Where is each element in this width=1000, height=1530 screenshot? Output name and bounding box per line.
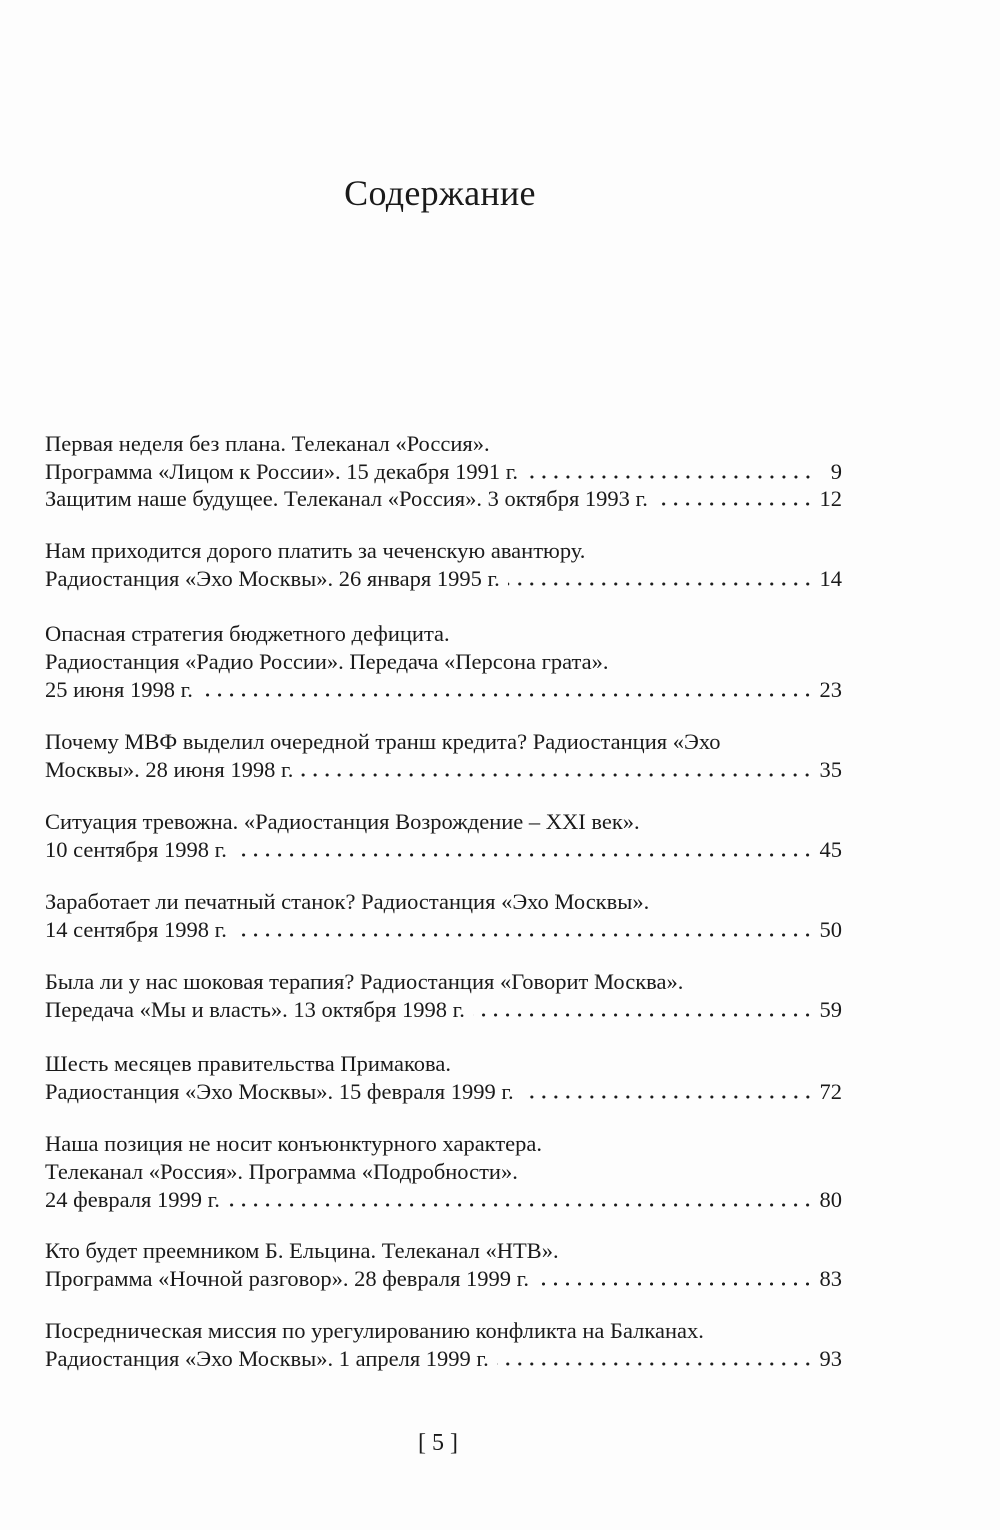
toc-entry-text: Заработает ли печатный станок? Радиостанция «Эхо Москвы». <box>45 889 650 914</box>
toc-entry <box>45 1050 842 1106</box>
toc-entry-line <box>45 756 842 784</box>
toc-entry-text: Нам приходится дорого платить за чеченскую авантюру. <box>45 538 586 563</box>
toc-entry-text: Шесть месяцев правительства Примакова. <box>45 1051 451 1076</box>
toc-entry <box>45 485 842 513</box>
toc-entry <box>45 728 842 784</box>
toc-entry-text: Кто будет преемником Б. Ельцина. Телеканал «НТВ». <box>45 1238 559 1263</box>
toc-page-number: 9 <box>830 459 842 484</box>
dot-leader <box>537 1282 814 1286</box>
toc-entry <box>45 1317 842 1373</box>
toc-page-number: 72 <box>819 1079 842 1104</box>
toc-entry-text: Радиостанция «Эхо Москвы». 26 января 1995 г. <box>45 566 500 591</box>
toc-entry-line <box>45 808 842 836</box>
toc-entry-line <box>45 458 842 486</box>
dot-leader <box>656 502 814 506</box>
toc-entry <box>45 888 842 944</box>
toc-entry-text: Посредническая миссия по урегулированию конфликта на Балканах. <box>45 1318 704 1343</box>
toc-entry-line <box>45 537 842 565</box>
toc-entry-line <box>45 968 842 996</box>
toc-entry <box>45 1237 842 1293</box>
page-number: [ 5 ] <box>418 1430 458 1456</box>
toc-entry-text: Телеканал «Россия». Программа «Подробности». <box>45 1159 518 1184</box>
toc-entry-line <box>45 1317 842 1345</box>
toc-entry-line <box>45 676 842 704</box>
toc-entry-text: Радиостанция «Эхо Москвы». 1 апреля 1999 г. <box>45 1346 489 1371</box>
toc-entry-text: Программа «Ночной разговор». 28 февраля 1999 г. <box>45 1266 529 1291</box>
toc-entry-text: Передача «Мы и власть». 13 октября 1998 г. <box>45 997 465 1022</box>
toc-entry <box>45 808 842 864</box>
toc-entry <box>45 430 842 486</box>
toc-entry-line <box>45 1265 842 1293</box>
dot-leader <box>526 475 814 479</box>
dot-leader <box>235 853 814 857</box>
toc-page-number: 80 <box>819 1187 842 1212</box>
toc-page-number: 45 <box>819 837 842 862</box>
toc-entry <box>45 620 842 704</box>
dot-leader <box>201 693 814 697</box>
toc-entry-text: Опасная стратегия бюджетного дефицита. <box>45 621 450 646</box>
toc-entry-line <box>45 996 842 1024</box>
toc-entry-text: Ситуация тревожна. «Радиостанция Возрождение – XXI век». <box>45 809 640 834</box>
toc-page-number: 14 <box>819 566 842 591</box>
toc-entry-text: Программа «Лицом к России». 15 декабря 1991 г. <box>45 459 519 484</box>
toc-entry-line <box>45 1130 842 1158</box>
toc-page-number: 93 <box>819 1346 842 1371</box>
dot-leader <box>235 933 814 937</box>
dot-leader <box>301 773 813 777</box>
dot-leader <box>508 582 814 586</box>
toc-entry-text: Была ли у нас шоковая терапия? Радиостанция «Говорит Москва». <box>45 969 684 994</box>
toc-entry-text: Наша позиция не носит конъюнктурного характера. <box>45 1131 542 1156</box>
toc-page-number: 83 <box>819 1266 842 1291</box>
toc-page-number: 23 <box>819 677 842 702</box>
toc-page-number: 50 <box>819 917 842 942</box>
toc-entry-line <box>45 485 842 513</box>
toc-entry-line <box>45 648 842 676</box>
toc-entry-line <box>45 1186 842 1214</box>
toc-page-number: 12 <box>819 486 842 511</box>
dot-leader <box>497 1362 814 1366</box>
toc-entry-text: Первая неделя без плана. Телеканал «Россия». <box>45 431 490 456</box>
dot-leader <box>522 1095 814 1099</box>
toc-entry-line <box>45 565 842 593</box>
toc-page-number: 59 <box>819 997 842 1022</box>
toc-entry-text: 25 июня 1998 г. <box>45 677 193 702</box>
toc-entry-line <box>45 916 842 944</box>
dot-leader <box>228 1203 814 1207</box>
toc-page-number: 35 <box>819 757 842 782</box>
toc-entry-line <box>45 888 842 916</box>
toc-entry-text: Защитим наше будущее. Телеканал «Россия». 3 октября 1993 г. <box>45 486 648 511</box>
toc-entry-text: Почему МВФ выделил очередной транш кредита? Радиостанция «Эхо <box>45 729 721 754</box>
toc-entry <box>45 537 842 593</box>
toc-entry-line <box>45 1345 842 1373</box>
page-title: Содержание <box>344 173 536 213</box>
toc-entry-text: Москвы». 28 июня 1998 г. <box>45 757 294 782</box>
toc-entry-text: 10 сентября 1998 г. <box>45 837 227 862</box>
toc-entry-line <box>45 1050 842 1078</box>
toc-entry-line <box>45 620 842 648</box>
toc-entry-line <box>45 836 842 864</box>
toc-entry-text: 14 сентября 1998 г. <box>45 917 227 942</box>
toc-entry-line <box>45 1158 842 1186</box>
toc-entry-text: Радиостанция «Эхо Москвы». 15 февраля 1999 г. <box>45 1079 514 1104</box>
toc-entry <box>45 1130 842 1214</box>
toc-entry-line <box>45 1237 842 1265</box>
toc-entry-line <box>45 430 842 458</box>
toc-entry-text: 24 февраля 1999 г. <box>45 1187 220 1212</box>
toc-entry <box>45 968 842 1024</box>
toc-entry-text: Радиостанция «Радио России». Передача «Персона грата». <box>45 649 609 674</box>
toc-entry-line <box>45 728 842 756</box>
dot-leader <box>473 1013 814 1017</box>
toc-entry-line <box>45 1078 842 1106</box>
